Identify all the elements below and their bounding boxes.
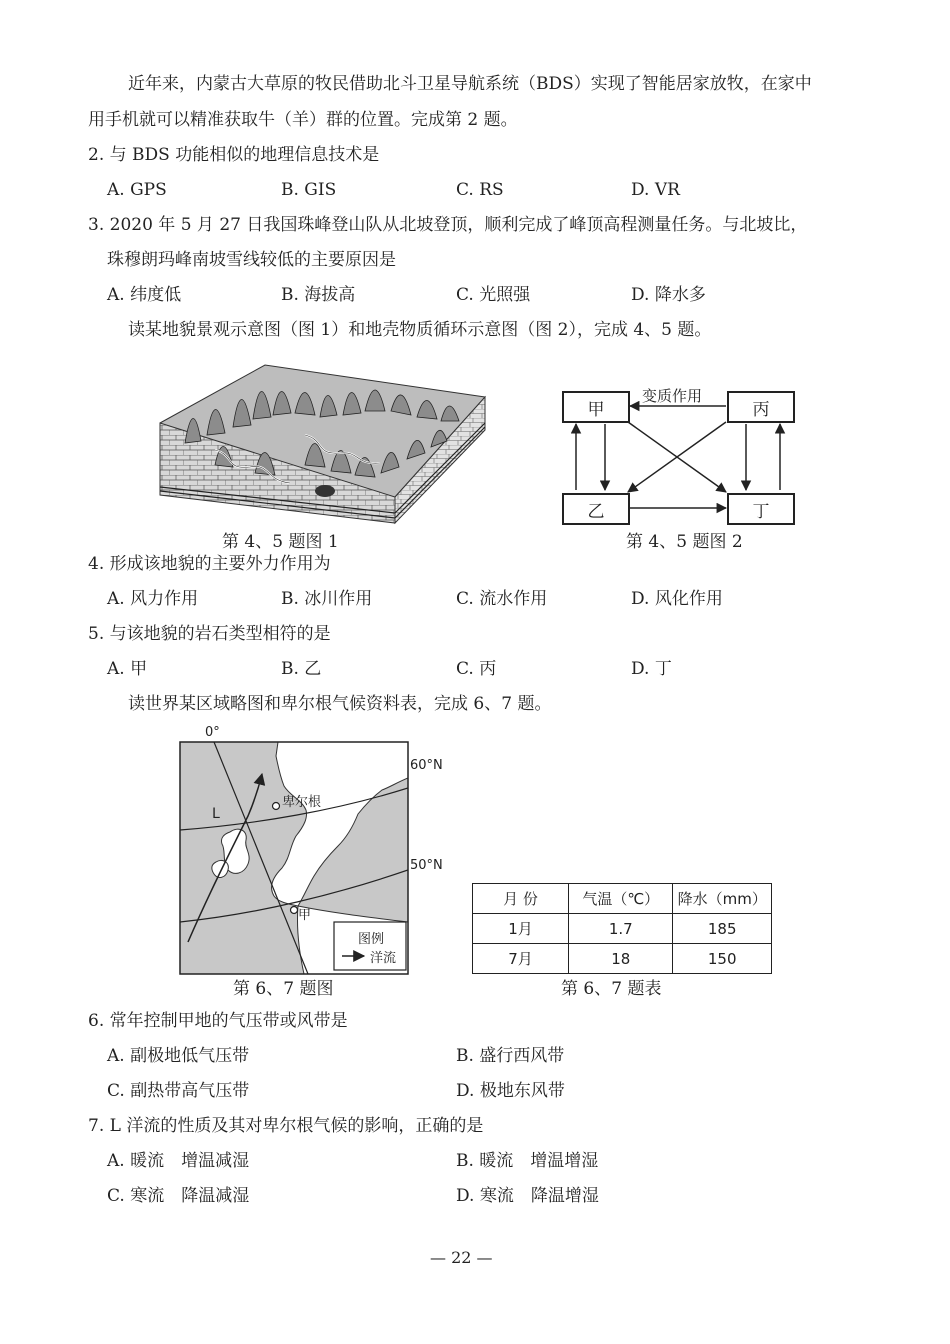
q4-stem: 4. 形成该地貌的主要外力作用为 <box>88 554 331 574</box>
q5-option-a: A. 甲 <box>107 659 148 679</box>
q3-stem-line1: 3. 2020 年 5 月 27 日我国珠峰登山队从北坡登顶，顺利完成了峰顶高程测量任务。与北坡比， <box>88 215 808 235</box>
intro-q45: 读某地貌景观示意图（图 1）和地壳物质循环示意图（图 2），完成 4、5 题。 <box>128 320 712 340</box>
rock-box-yi: 乙 <box>562 493 630 525</box>
q2-option-a: A. GPS <box>107 180 167 200</box>
table-cell: 150 <box>673 944 772 974</box>
q3-option-a: A. 纬度低 <box>107 285 182 305</box>
q6-option-c: C. 副热带高气压带 <box>107 1081 250 1101</box>
q7-option-b: B. 暖流 增温增湿 <box>456 1151 599 1171</box>
q7-option-d: D. 寒流 降温增湿 <box>456 1186 599 1206</box>
q4-option-d: D. 风化作用 <box>631 589 723 609</box>
map-longitude-label: 0° <box>205 725 220 740</box>
page-number: — 22 — <box>430 1248 493 1267</box>
q6-stem: 6. 常年控制甲地的气压带或风带是 <box>88 1011 348 1031</box>
fig1-caption: 第 4、5 题图 1 <box>222 532 339 552</box>
table-cell: 7月 <box>473 944 569 974</box>
table-cell: 18 <box>569 944 673 974</box>
q7-option-a: A. 暖流 增温减湿 <box>107 1151 250 1171</box>
q4-option-a: A. 风力作用 <box>107 589 199 609</box>
map-legend-current: 洋流 <box>370 951 397 966</box>
rock-box-ding: 丁 <box>727 493 795 525</box>
q6-option-b: B. 盛行西风带 <box>456 1046 565 1066</box>
map-lat60-label: 60°N <box>410 758 443 773</box>
table-caption: 第 6、7 题表 <box>561 979 662 999</box>
q5-option-c: C. 丙 <box>456 659 497 679</box>
intro-bds-line2: 用手机就可以精准获取牛（羊）群的位置。完成第 2 题。 <box>88 110 518 130</box>
q2-option-c: C. RS <box>456 180 504 200</box>
map-lat50-label: 50°N <box>410 858 443 873</box>
q6-option-d: D. 极地东风带 <box>456 1081 565 1101</box>
table-row <box>473 914 772 944</box>
q7-option-c: C. 寒流 降温减湿 <box>107 1186 250 1206</box>
table-cell: 185 <box>673 914 772 944</box>
fig2-caption: 第 4、5 题图 2 <box>626 532 743 552</box>
rock-box-jia: 甲 <box>562 391 630 423</box>
q4-option-b: B. 冰川作用 <box>281 589 373 609</box>
map-city-bergen: 卑尔根 <box>282 795 322 810</box>
table-cell: 1月 <box>473 914 569 944</box>
intro-q67: 读世界某区域略图和卑尔根气候资料表，完成 6、7 题。 <box>128 694 552 714</box>
table-cell: 1.7 <box>569 914 673 944</box>
rock-box-bing: 丙 <box>727 391 795 423</box>
q2-option-d: D. VR <box>631 180 680 200</box>
q3-option-b: B. 海拔高 <box>281 285 356 305</box>
q3-option-d: D. 降水多 <box>631 285 706 305</box>
karst-landscape-figure <box>155 355 490 527</box>
q2-stem: 2. 与 BDS 功能相似的地理信息技术是 <box>88 145 380 165</box>
table-header: 月 份 <box>473 884 569 914</box>
q3-stem-line2: 珠穆朗玛峰南坡雪线较低的主要原因是 <box>107 250 396 270</box>
map-point-jia: 甲 <box>298 908 312 923</box>
q7-stem: 7. L 洋流的性质及其对卑尔根气候的影响，正确的是 <box>88 1116 484 1136</box>
table-header: 气温（℃） <box>569 884 673 914</box>
q5-stem: 5. 与该地貌的岩石类型相符的是 <box>88 624 331 644</box>
q3-option-c: C. 光照强 <box>456 285 531 305</box>
map-legend-title: 图例 <box>358 932 385 947</box>
q2-option-b: B. GIS <box>281 180 337 200</box>
q6-option-a: A. 副极地低气压带 <box>107 1046 250 1066</box>
map-caption: 第 6、7 题图 <box>233 979 334 999</box>
table-header-row <box>473 884 772 914</box>
q5-option-d: D. 丁 <box>631 659 672 679</box>
climate-table <box>472 883 772 974</box>
q4-option-c: C. 流水作用 <box>456 589 548 609</box>
metamorphism-label: 变质作用 <box>642 387 703 405</box>
map-current-label: L <box>212 806 220 822</box>
table-header: 降水（mm） <box>673 884 772 914</box>
intro-bds-line1: 近年来，内蒙古大草原的牧民借助北斗卫星导航系统（BDS）实现了智能居家放牧，在家中 <box>128 74 812 94</box>
region-map-figure <box>178 726 440 978</box>
table-row <box>473 944 772 974</box>
q5-option-b: B. 乙 <box>281 659 322 679</box>
